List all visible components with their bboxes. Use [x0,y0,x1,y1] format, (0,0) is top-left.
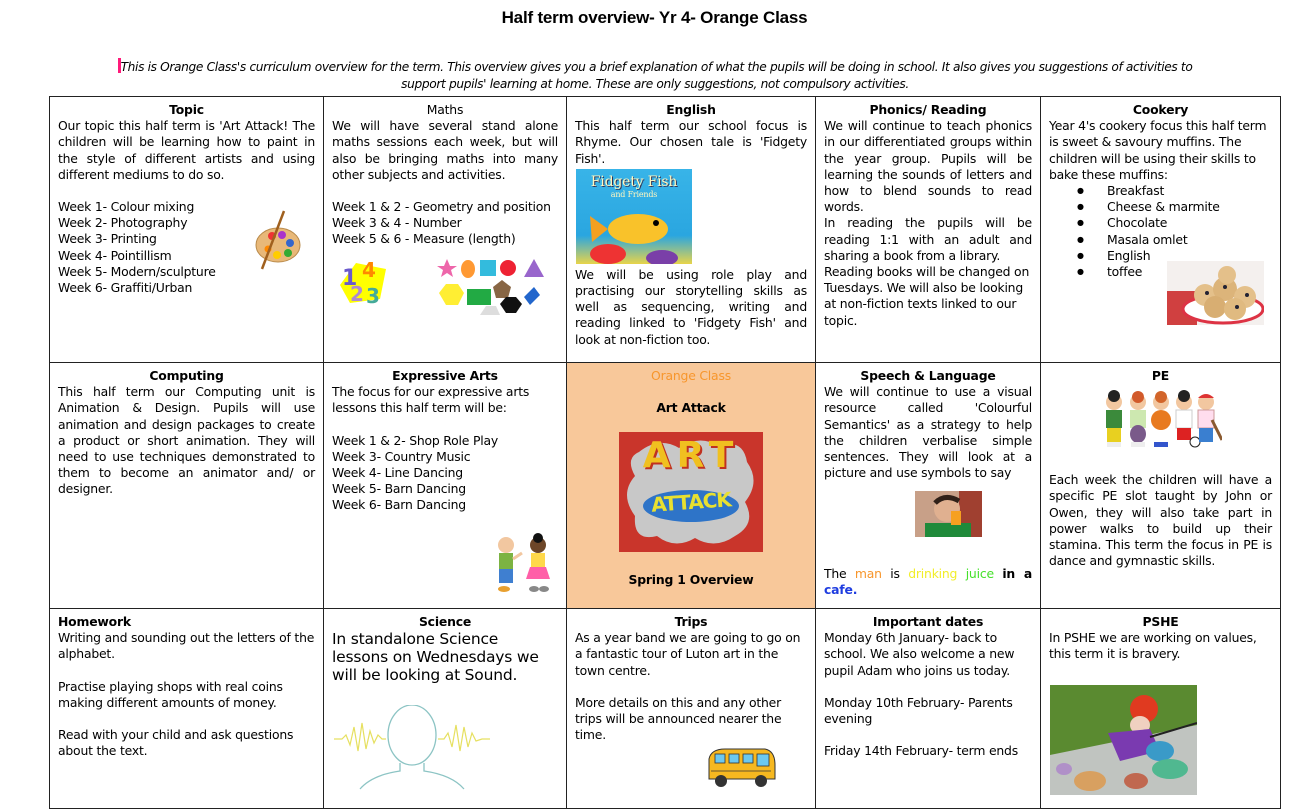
phonics-body: We will continue to teach phonics in our differentiated groups within the year group. Pupils will be learning the sounds of letters and how to blend sounds to read words. [824,118,1032,215]
homework-item: Read with your child and ask questions about the text. [58,727,294,759]
numbers-clipart-icon [336,255,392,307]
sentence-word-in-a: in a [1002,566,1032,581]
table-row [50,97,1281,363]
science-cell [324,609,567,809]
maths-body: We will have several stand alone maths sessions each week, but will also be bringing maths into many other subjects and activities. [332,118,558,182]
climbing-wall-photo-icon [1050,685,1197,795]
table-row [50,363,1281,609]
svg-text:3: 3 [366,284,380,307]
trips-body-2: More details on this and any other trips will be announced nearer the time. [575,694,782,743]
phonics-body-3: Reading books will be changed on Tuesdays. We will also be looking at non-fiction texts linked to our topic. [824,264,1030,328]
computing-heading: Computing [149,368,224,383]
list-item: ● Masala omlet [1107,232,1272,248]
list-item: Week 6- Barn Dancing [332,497,466,513]
trips-body: As a year band we are going to go on a fantastic tour of Luton art in the town centre. [575,630,801,678]
table-row [50,609,1281,809]
phonics-cell [816,97,1041,363]
maths-cell [324,97,567,363]
man-drinking-photo-icon [915,491,982,537]
pshe-cell [1041,609,1281,809]
head-sound-waves-icon [332,705,492,791]
muffins-photo-icon [1167,261,1264,325]
list-item: Week 1 & 2 - Geometry and position [332,199,551,215]
dancing-children-icon [490,533,556,595]
list-item: Week 3- Country Music [332,448,471,464]
trips-heading: Trips [674,614,708,629]
class-summary-cell [567,363,816,609]
science-body: In standalone Science lessons on Wednesdays we will be looking at Sound. [332,630,539,685]
list-item: ● Chocolate [1107,215,1272,231]
list-item: Week 5 & 6 - Measure (length) [332,231,516,247]
date-item: Monday 6th January- back to school. We also welcome a new pupil Adam who joins us today. [824,630,1015,678]
english-body-2: We will be using role play and practising our storytelling skills as well as sequencing, writing and reading linked to 'Fidgety Fish' and look at non-fiction too. [575,266,807,347]
sentence-word-the: The [824,566,847,581]
list-item: Week 1- Colour mixing [58,199,195,215]
expressive-arts-cell [324,363,567,609]
computing-cell [50,363,324,609]
important-dates-cell [816,609,1041,809]
science-heading: Science [418,614,472,629]
svg-text:2: 2 [350,282,364,306]
intro-text: This is Orange Class's curriculum overview for the term. This overview gives you a brief explanation of what the pupils will be doing in school. It also gives you suggestions of activities to support pupils' learning at home. These are only suggestions, not compulsory activities. [120,60,1193,91]
sports-children-icon [1100,390,1222,452]
list-item: Week 5- Barn Dancing [332,481,466,497]
pe-cell [1041,363,1281,609]
svg-text:4: 4 [362,258,376,282]
art-attack-line2: ATTACK [650,487,732,518]
maths-heading: Maths [426,102,464,117]
list-item: Week 4- Line Dancing [332,465,463,481]
homework-item: Writing and sounding out the letters of the alphabet. [58,630,315,662]
art-attack-line1: ART [642,435,740,477]
english-heading: English [666,102,716,117]
expressive-arts-heading: Expressive Arts [392,368,498,383]
fidgety-fish-book-cover [576,169,692,264]
phonics-heading: Phonics/ Reading [869,102,987,117]
list-item: ● English [1107,248,1272,264]
cookery-body: Year 4's cookery focus this half term is sweet & savoury muffins. The children will be using their skills to bake these muffins: [1049,118,1267,182]
sentence-word-man: man [854,566,882,581]
class-name: Orange Class [651,368,731,383]
shapes-clipart-icon [436,257,548,317]
art-attack-logo [619,432,763,552]
list-item: Week 1 & 2- Shop Role Play [332,432,498,448]
maths-week-list [332,199,558,248]
list-item: Week 3- Printing [58,231,157,247]
pshe-heading: PSHE [1142,614,1179,629]
sentence-word-drinking: drinking [908,566,958,581]
cookery-cell [1041,97,1281,363]
speech-language-body: We will continue to use a visual resource called 'Colourful Semantics' as a strategy to help the children verbalise simple sentences. They will look at a picture and use symbols to say [824,384,1032,481]
pe-heading: PE [1151,368,1170,383]
intro-paragraph [100,58,1210,93]
computing-body: This half term our Computing unit is Animation & Design. Pupils will use animation and design packages to create a product or short animation. They will need to use techniques demonstrated to them to become an animator and/ or designer. [58,384,315,497]
important-dates-heading: Important dates [872,614,984,629]
colourful-semantics-sentence [824,566,1032,582]
list-item: ● Breakfast [1107,183,1272,199]
sentence-word-is: is [890,566,900,581]
homework-item: Practise playing shops with real coins making different amounts of money. [58,678,283,710]
date-item: Friday 14th February- term ends [824,743,1018,759]
list-item: ● Cheese & marmite [1107,199,1272,215]
list-item: Week 6- Graffiti/Urban [58,280,193,296]
topic-heading: Topic [169,102,204,117]
date-item: Monday 10th February- Parents evening [824,694,1013,727]
cookery-heading: Cookery [1132,102,1189,117]
paint-palette-icon [250,209,302,271]
phonics-body-2: In reading the pupils will be reading 1:1 with an adult and sharing a book from a library. [824,215,1032,263]
list-item: Week 2- Photography [58,215,188,231]
book-subtitle: and Friends [610,190,658,200]
class-topic: Art Attack [656,400,726,416]
homework-cell [50,609,324,809]
expressive-arts-body: The focus for our expressive arts lessons this half term will be: [332,384,530,416]
page-title: Half term overview- Yr 4- Orange Class [501,8,808,27]
expressive-week-list [332,433,558,514]
sentence-word-juice: juice [965,566,994,581]
topic-cell [50,97,324,363]
english-cell [567,97,816,363]
homework-heading: Homework [58,614,131,629]
book-title: Fidgety Fish [590,173,678,190]
list-item: ● toffee [1107,264,1272,280]
trips-cell [567,609,816,809]
pe-body: Each week the children will have a specific PE slot taught by John or Owen, they will also take part in power walks to build up their stamina. This term the focus in PE is dance and gymnastic skills. [1049,472,1272,569]
overview-label: Spring 1 Overview [628,572,754,588]
list-item: Week 4- Pointillism [58,247,172,263]
topic-body: Our topic this half term is 'Art Attack! The children will be learning how to paint in the style of different artists and using different mediums to do so. [58,118,315,182]
english-body: This half term our school focus is Rhyme. Our chosen tale is 'Fidgety Fish'. [575,118,807,166]
list-item: Week 3 & 4 - Number [332,215,462,231]
school-bus-icon [705,745,777,791]
sentence-word-cafe: cafe. [824,582,858,597]
svg-text:1: 1 [342,266,358,291]
speech-language-heading: Speech & Language [860,368,996,383]
pshe-body: In PSHE we are working on values, this term it is bravery. [1049,630,1257,662]
speech-language-cell [816,363,1041,609]
overview-table [49,96,1281,809]
list-item: Week 5- Modern/sculpture [58,263,216,279]
fish-icon [576,204,692,264]
